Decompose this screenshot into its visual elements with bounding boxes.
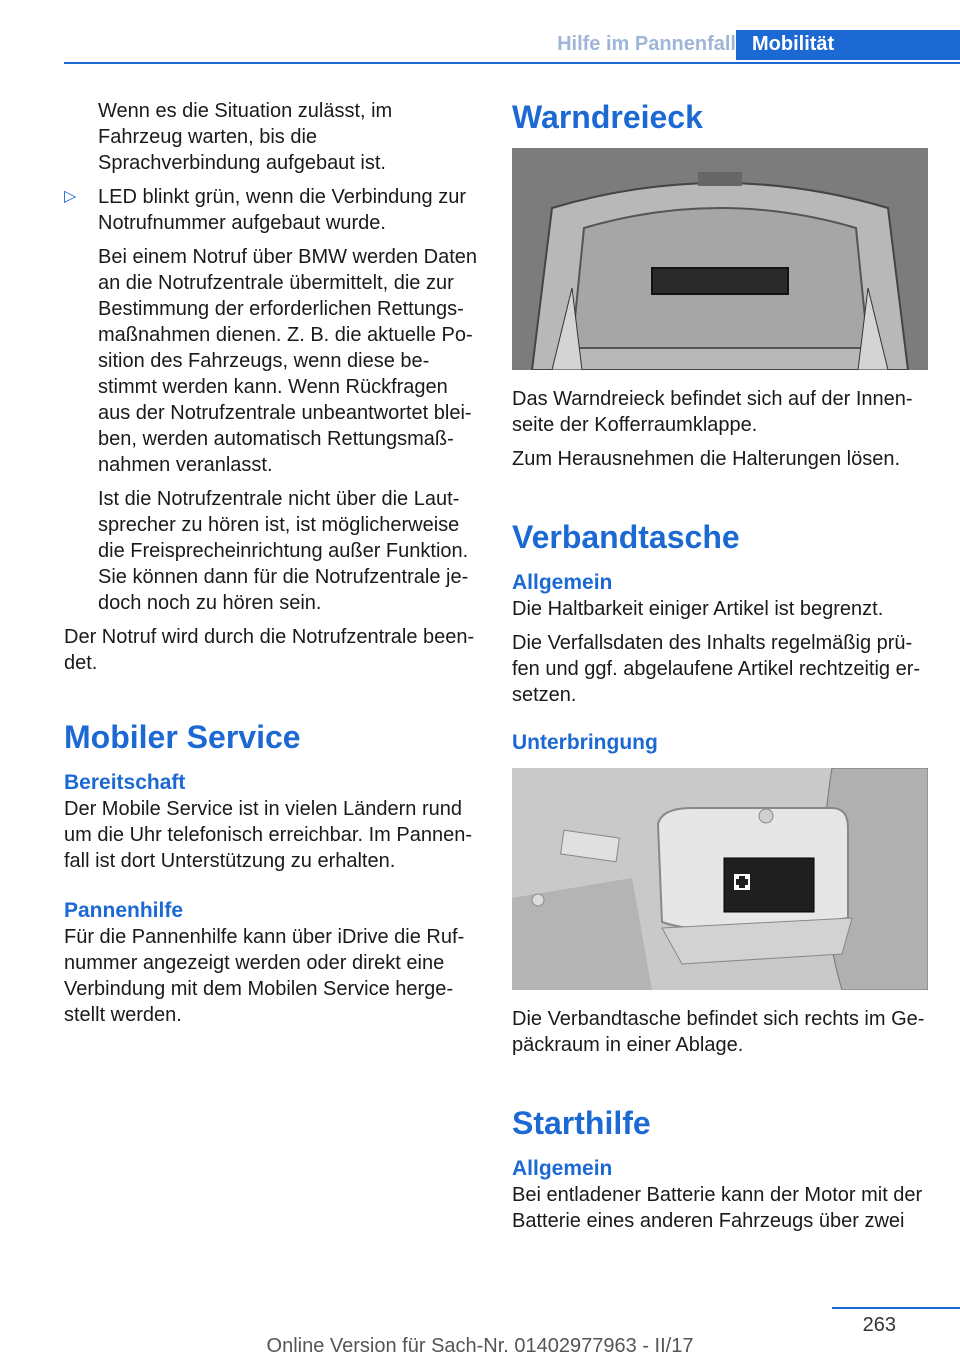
heading-storage: Unterbringung — [512, 731, 658, 754]
paragraph-data: Bei einem Notruf über BMW werden Daten an die Notrufzentrale übermittelt, die zur Bestimmung der erforderlichen Rettungsmaßnahmen dienen. Z. B. die aktuelle Position des Fahrzeugs, wenn diese bestimmt werden kann. Wenn Rückfragen aus der Notrufzentrale unbeantwortet bleiben, werden automatisch Rettungsmaßnahmen veranlasst. — [98, 246, 478, 476]
chapter-tab: Mobilität — [736, 30, 960, 60]
bullet-led — [64, 184, 478, 236]
section-breadcrumb: Hilfe im Pannenfall — [557, 33, 736, 55]
luggage-compartment-image — [512, 768, 928, 990]
paragraph-end: Der Notruf wird durch die Notrufzentrale beendet. — [64, 626, 475, 674]
heading-mobile-service: Mobiler Service — [64, 719, 301, 755]
heading-general: Allgemein — [512, 571, 613, 594]
trunk-lid-illustration — [512, 148, 928, 370]
paragraph-triangle-location: Das Warndreieck befindet sich auf der Innenseite der Kofferraumklappe. — [512, 388, 913, 436]
bullet-triangle-icon: ▷ — [64, 188, 77, 205]
heading-jump-start: Starthilfe — [512, 1105, 651, 1141]
trunk-lid-image — [512, 148, 928, 370]
heading-warning-triangle: Warndreieck — [512, 99, 703, 135]
heading-ready: Bereitschaft — [64, 771, 186, 794]
paragraph-expiry: Die Verfallsdaten des Inhalts regelmäßig prüfen und ggf. abgelaufene Artikel rechtzeitig ersetzen. — [512, 632, 921, 706]
left-column — [64, 98, 478, 1036]
page-number: 263 — [862, 1314, 896, 1336]
footer-rule — [832, 1307, 960, 1309]
right-column — [512, 98, 928, 1242]
paragraph-wait: Wenn es die Situation zulässt, im Fahrzeug warten, bis die Sprachverbindung aufgebaut ist. — [98, 100, 393, 174]
paragraph-ready: Der Mobile Service ist in vielen Ländern rund um die Uhr telefonisch erreichbar. Im Pannenfall ist dort Unterstützung zu erhalten. — [64, 798, 472, 872]
paragraph-jump-start: Bei entladener Batterie kann der Motor mit der Batterie eines anderen Fahrzeugs über zwei — [512, 1184, 923, 1232]
page-header — [64, 0, 960, 64]
paragraph-breakdown: Für die Pannenhilfe kann über iDrive die Rufnummer angezeigt werden oder direkt eine Verbindung mit dem Mobilen Service hergestellt werden. — [64, 926, 465, 1026]
paragraph-shelf-life: Die Haltbarkeit einiger Artikel ist begrenzt. — [512, 598, 884, 620]
heading-general-2: Allgemein — [512, 1157, 613, 1180]
heading-first-aid-kit: Verbandtasche — [512, 519, 740, 555]
luggage-compartment-illustration — [512, 768, 928, 990]
paragraph-speaker: Ist die Notrufzentrale nicht über die Lautsprecher zu hören ist, ist möglicherweise die Freisprecheinrichtung außer Funktion. Sie können dann für die Notrufzentrale jedoch noch zu hören sein. — [98, 488, 469, 614]
heading-breakdown: Pannenhilfe — [64, 899, 184, 922]
bullet-led-text: LED blinkt grün, wenn die Verbindung zur Notrufnummer aufgebaut wurde. — [98, 186, 467, 234]
online-version-note: Online Version für Sach-Nr. 01402977963 - II/17 — [266, 1335, 694, 1357]
paragraph-triangle-remove: Zum Herausnehmen die Halterungen lösen. — [512, 448, 900, 470]
paragraph-storage: Die Verbandtasche befindet sich rechts im Gepäckraum in einer Ablage. — [512, 1008, 925, 1056]
